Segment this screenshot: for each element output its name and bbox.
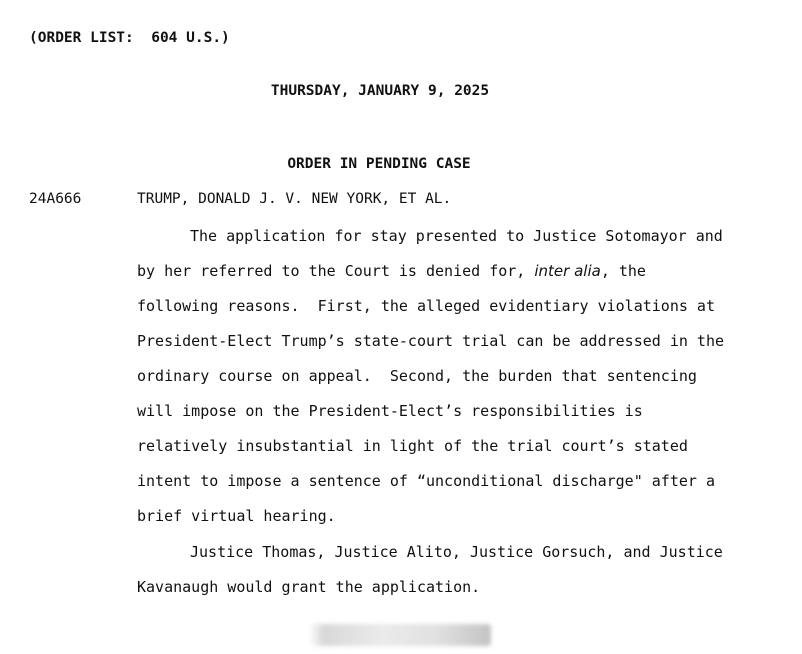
order-line-2-start: by her referred to the Court is denied for, [137,262,535,280]
order-line-2 [137,262,646,280]
scan-smudge [309,624,491,646]
order-date: THURSDAY, JANUARY 9, 2025 [270,83,490,99]
order-line-8: intent to impose a sentence of “unconditional discharge" after a [137,472,715,490]
case-caption: TRUMP, DONALD J. V. NEW YORK, ET AL. [137,191,452,207]
order-line-5: ordinary course on appeal. Second, the burden that sentencing [137,367,697,385]
dissent-line-2: Kavanaugh would grant the application. [137,578,481,596]
order-line-9: brief virtual hearing. [137,507,336,525]
order-line-2-end: , the [600,262,646,280]
inter-alia-phrase: inter alia [534,262,601,280]
order-line-7: relatively insubstantial in light of the trial court’s stated [137,437,688,455]
order-line-4: President-Elect Trump’s state-court trial can be addressed in the [137,332,724,350]
order-line-3: following reasons. First, the alleged evidentiary violations at [137,297,715,315]
section-title: ORDER IN PENDING CASE [287,156,471,172]
docket-number: 24A666 [29,191,82,207]
order-list-heading: (ORDER LIST: 604 U.S.) [29,30,230,46]
dissent-line-1: Justice Thomas, Justice Alito, Justice Gorsuch, and Justice [190,543,723,561]
order-line-6: will impose on the President-Elect’s responsibilities is [137,402,643,420]
order-line-1: The application for stay presented to Justice Sotomayor and [190,227,723,245]
